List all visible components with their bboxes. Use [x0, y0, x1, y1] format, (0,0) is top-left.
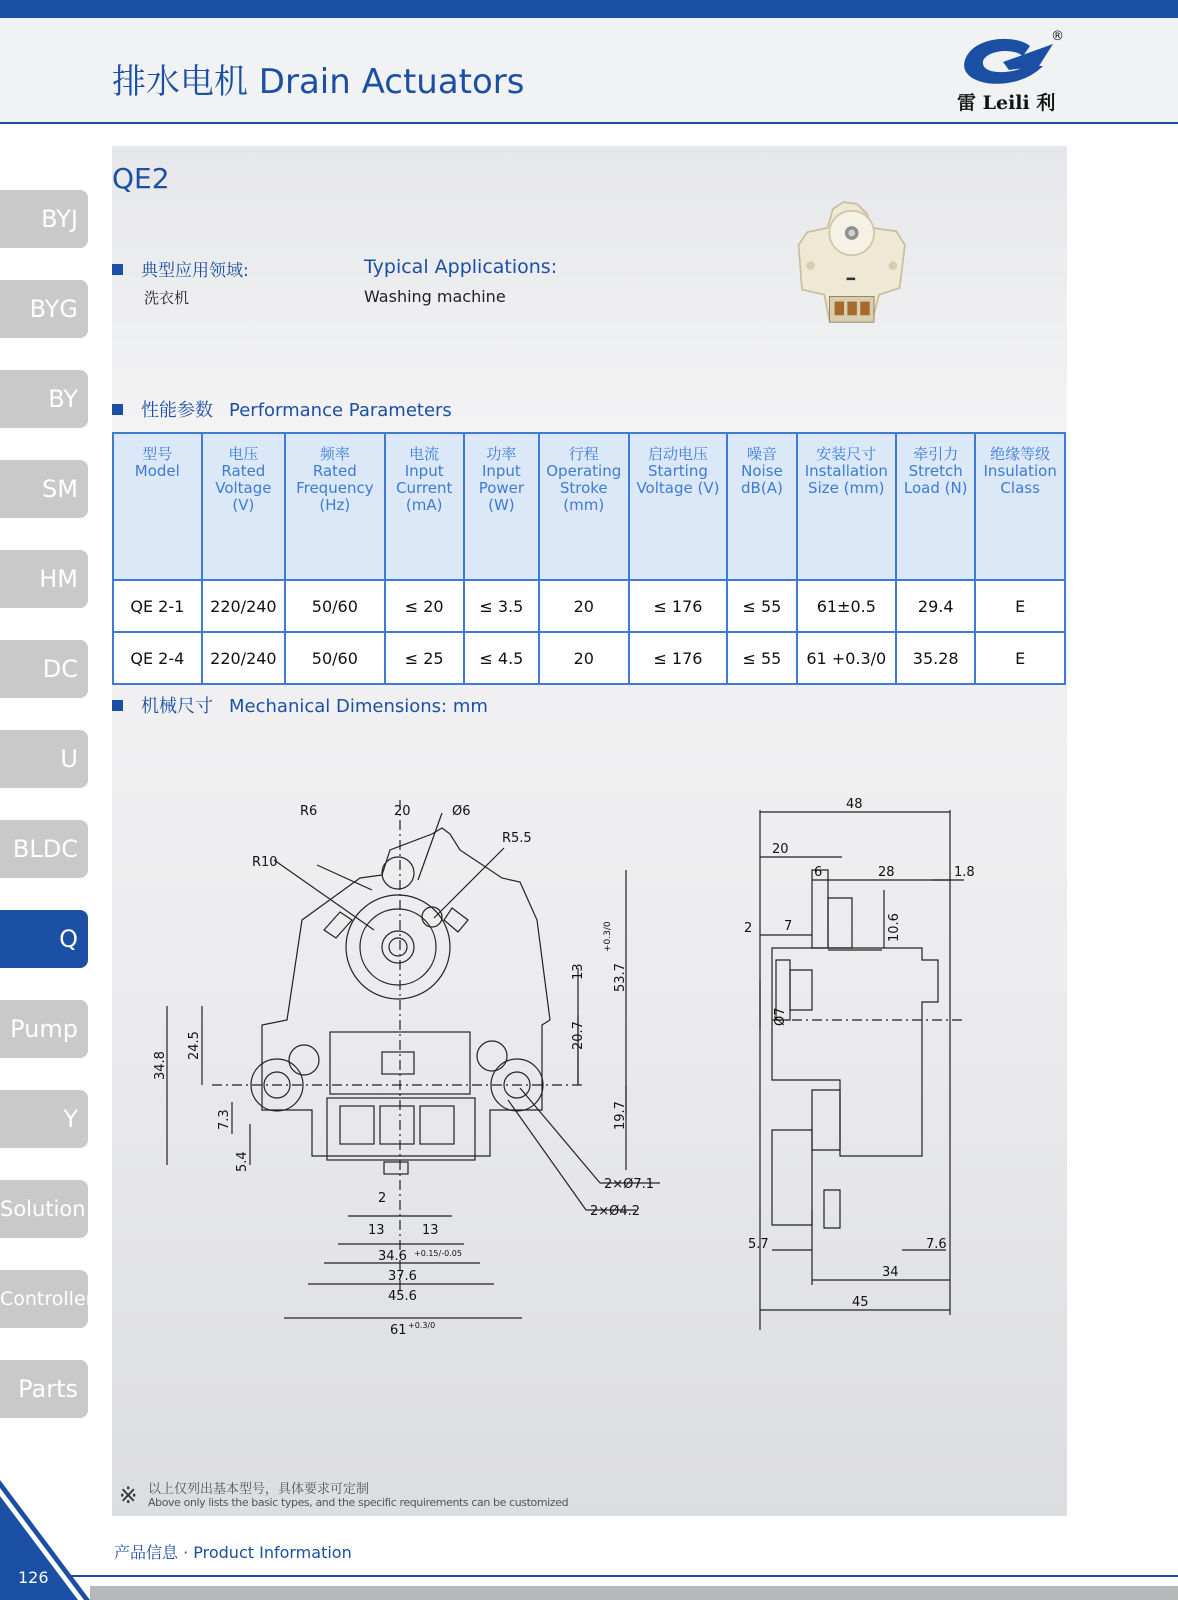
top-bar [0, 0, 1178, 18]
performance-table [112, 432, 1066, 685]
dim-label: 19.7 [613, 1101, 628, 1130]
dim-label: 28 [878, 865, 895, 880]
bullet-square-icon [112, 700, 123, 711]
cell: 220/240 [202, 580, 286, 632]
dim-label: R10 [252, 855, 278, 870]
dim-label: 7.6 [926, 1237, 947, 1252]
cell: ≤ 4.5 [464, 632, 539, 684]
footer-product-info: 产品信息 · Product Information [114, 1543, 352, 1562]
dim-label: 13 [571, 963, 586, 980]
cell: 50/60 [285, 632, 384, 684]
dim-tolerance: +0.15/-0.05 [414, 1249, 462, 1258]
dim-label: 20 [772, 842, 789, 857]
table-header-row [113, 433, 1065, 580]
dim-label: Ø7 [773, 1007, 788, 1026]
dim-label: 2×Ø7.1 [604, 1177, 655, 1192]
tab-bldc[interactable]: BLDC [0, 820, 88, 878]
dim-label: 5.4 [235, 1151, 250, 1172]
cell: ≤ 20 [385, 580, 464, 632]
footnote-mark-icon: ※ [119, 1484, 138, 1509]
cell: ≤ 55 [727, 580, 796, 632]
tab-hm[interactable]: HM [0, 550, 88, 608]
tab-solution[interactable]: Solution [0, 1180, 88, 1238]
bullet-square-icon [112, 264, 123, 275]
cell: ≤ 176 [629, 580, 728, 632]
product-photo [790, 180, 910, 370]
tab-u[interactable]: U [0, 730, 88, 788]
dim-label: 2×Ø4.2 [590, 1204, 641, 1219]
col-model: 型号 Model [113, 433, 202, 580]
model-name: QE2 [112, 162, 170, 195]
cell: ≤ 176 [629, 632, 728, 684]
dim-label: 2 [378, 1191, 387, 1206]
col-starting-voltage: 启动电压 Starting Voltage (V) [629, 433, 728, 580]
footnote-cn: 以上仅列出基本型号，具体要求可定制 [148, 1482, 370, 1497]
dim-label: 45.6 [388, 1289, 417, 1304]
dim-label: 34.8 [153, 1051, 168, 1080]
footnote-en: Above only lists the basic types, and the specific requirements can be customized [148, 1496, 569, 1509]
dim-label: 34.6 [378, 1249, 407, 1264]
cell: 20 [539, 632, 629, 684]
page-title: 排水电机 Drain Actuators [112, 62, 525, 102]
bottom-strip [90, 1586, 1178, 1600]
col-noise: 噪音 Noise dB(A) [727, 433, 796, 580]
cell: QE 2-4 [113, 632, 202, 684]
col-current: 电流 Input Current (mA) [385, 433, 464, 580]
cell: QE 2-1 [113, 580, 202, 632]
tab-by[interactable]: BY [0, 370, 88, 428]
dim-label: 1.8 [954, 865, 975, 880]
cell: 220/240 [202, 632, 286, 684]
dim-label: 48 [846, 797, 863, 812]
dim-label: 13 [422, 1223, 439, 1238]
registered-mark: ® [1051, 29, 1064, 44]
mechanical-heading: 机械尺寸 Mechanical Dimensions: mm [112, 692, 488, 718]
cell: ≤ 25 [385, 632, 464, 684]
dim-label: 24.5 [187, 1031, 202, 1060]
bullet-square-icon [112, 404, 123, 415]
applications-cn-heading: 典型应用领域: [112, 256, 249, 281]
col-frequency: 频率 Rated Frequency (Hz) [285, 433, 384, 580]
performance-heading: 性能参数 Performance Parameters [112, 396, 452, 422]
cell: 50/60 [285, 580, 384, 632]
tab-parts[interactable]: Parts [0, 1360, 88, 1418]
cell: 29.4 [896, 580, 975, 632]
col-stretch-load: 牵引力 Stretch Load (N) [896, 433, 975, 580]
dim-label: 34 [882, 1265, 899, 1280]
applications-en-heading: Typical Applications: [364, 256, 558, 278]
dim-label: 6 [814, 865, 823, 880]
col-voltage: 电压 Rated Voltage (V) [202, 433, 286, 580]
applications-cn-value: 洗衣机 [144, 289, 190, 307]
footer-divider [40, 1575, 1178, 1577]
tab-dc[interactable]: DC [0, 640, 88, 698]
tab-pump[interactable]: Pump [0, 1000, 88, 1058]
dim-label: 61 [390, 1323, 407, 1338]
dim-label: R6 [300, 804, 318, 819]
dim-label: 10.6 [887, 913, 902, 942]
dim-label: 13 [368, 1223, 385, 1238]
cell: E [975, 580, 1065, 632]
tab-byg[interactable]: BYG [0, 280, 88, 338]
dim-label: 7 [784, 919, 793, 934]
dim-label: 53.7 [613, 963, 628, 992]
cell: ≤ 55 [727, 632, 796, 684]
dim-label: 20.7 [571, 1021, 586, 1050]
table-row [113, 632, 1065, 684]
cell: 35.28 [896, 632, 975, 684]
tab-byj[interactable]: BYJ [0, 190, 88, 248]
cell: ≤ 3.5 [464, 580, 539, 632]
cell: E [975, 632, 1065, 684]
dim-label: 5.7 [748, 1237, 769, 1252]
tab-sm[interactable]: SM [0, 460, 88, 518]
tab-controller[interactable]: Controller [0, 1270, 88, 1328]
col-stroke: 行程 Operating Stroke (mm) [539, 433, 629, 580]
dim-tolerance: +0.3/0 [603, 921, 613, 952]
dim-label: 20 [394, 804, 411, 819]
cell: 20 [539, 580, 629, 632]
dim-label: 37.6 [388, 1269, 417, 1284]
tab-q[interactable]: Q [0, 910, 88, 968]
dim-label: R5.5 [502, 831, 532, 846]
dim-tolerance: +0.3/0 [408, 1321, 436, 1330]
dim-label: Ø6 [452, 804, 471, 819]
cell: 61 +0.3/0 [797, 632, 897, 684]
page-number: 126 [18, 1568, 49, 1587]
logo-text: 雷 Leili 利 [957, 92, 1056, 114]
dim-label: 7.3 [217, 1109, 232, 1130]
cell: 61±0.5 [797, 580, 897, 632]
dim-label: 2 [744, 921, 753, 936]
applications-en-value: Washing machine [364, 287, 506, 306]
col-insulation: 绝缘等级 Insulation Class [975, 433, 1065, 580]
dim-label: 45 [852, 1295, 869, 1310]
table-row [113, 580, 1065, 632]
col-installation-size: 安装尺寸 Installation Size (mm) [797, 433, 897, 580]
mechanical-drawing [112, 770, 1067, 1360]
tab-y[interactable]: Y [0, 1090, 88, 1148]
col-power: 功率 Input Power (W) [464, 433, 539, 580]
